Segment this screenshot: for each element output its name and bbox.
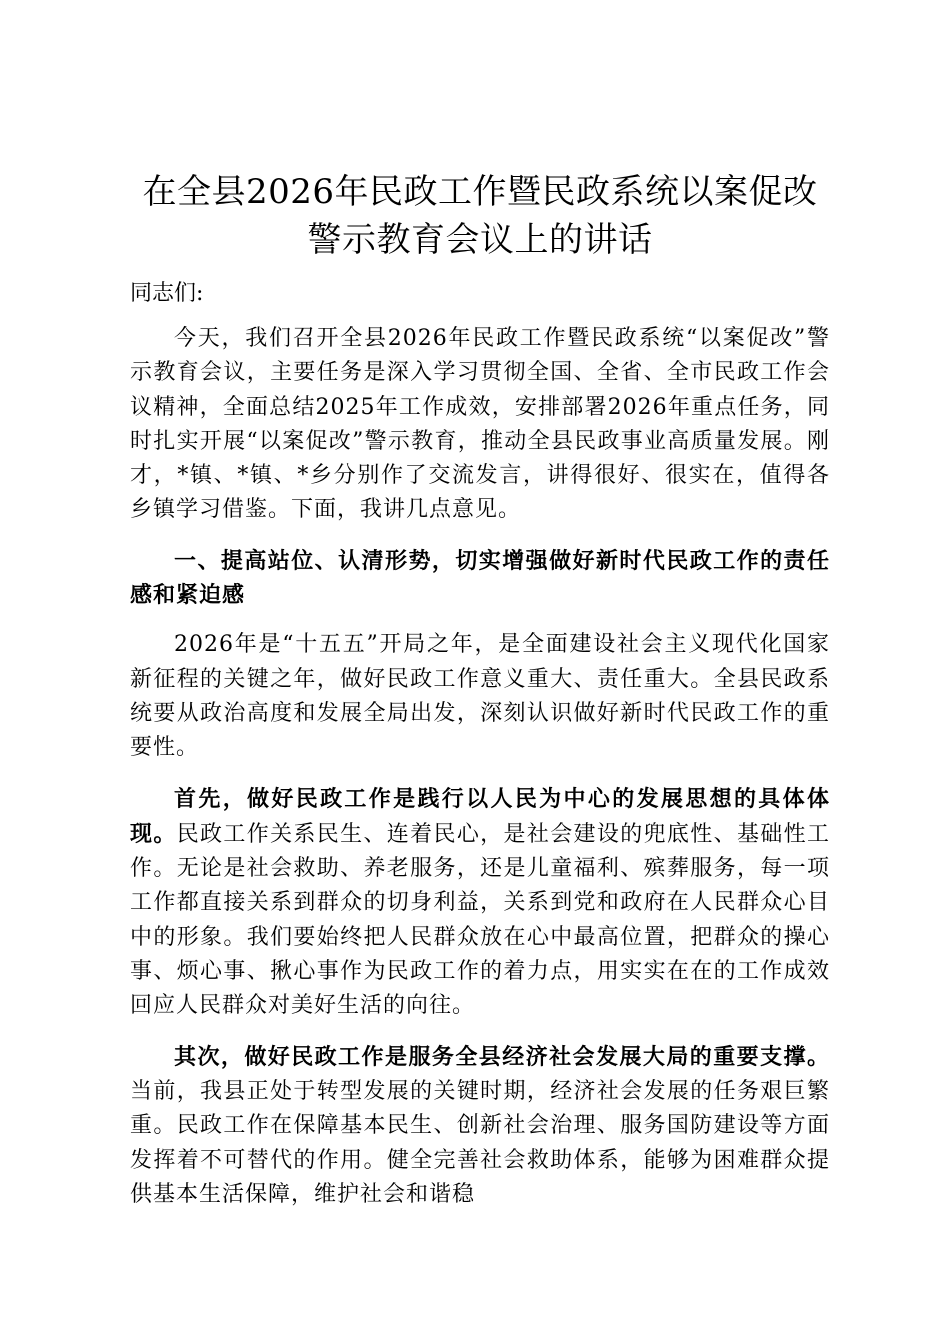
document-page: [130, 168, 830, 1228]
title-line-1: 在全县2026年民政工作暨民政系统以案促改: [142, 172, 818, 212]
point-2-body: 当前，我县正处于转型发展的关键时期，经济社会发展的任务艰巨繁重。民政工作在保障基本民生、创新社会治理、服务国防建设等方面发挥着不可替代的作用。健全完善社会救助体系，能够为困难群众提供基本生活保障，维护社会和谐稳: [130, 1078, 830, 1207]
intro-paragraph: 今天，我们召开全县2026年民政工作暨民政系统“以案促改”警示教育会议，主要任务是深入学习贯彻全国、全省、全市民政工作会议精神，全面总结2025年工作成效，安排部署2026年重点任务，同时扎实开展“以案促改”警示教育，推动全县民政事业高质量发展。刚才，*镇、*镇、*乡分别作了交流发言，讲得很好、很实在，值得各乡镇学习借鉴。下面，我讲几点意见。: [130, 326, 830, 523]
title-line-2: 警示教育会议上的讲话: [307, 220, 653, 260]
point-1-paragraph: [130, 782, 830, 1024]
point-1-lead: 首先，做好民政工作是践行以人民为中心的发展思想的具体体现。: [130, 785, 830, 847]
point-2-lead: 其次，做好民政工作是服务全县经济社会发展大局的重要支撑。: [174, 1043, 830, 1070]
section-1-heading: 一、提高站位、认清形势，切实增强做好新时代民政工作的责任感和紧迫感: [130, 547, 830, 609]
document-title: [110, 168, 850, 264]
point-1-body: 民政工作关系民生、连着民心，是社会建设的兜底性、基础性工作。无论是社会救助、养老服务，还是儿童福利、殡葬服务，每一项工作都直接关系到群众的切身利益，关系到党和政府在人民群众心目中的形象。我们要始终把人民群众放在心中最高位置，把群众的操心事、烦心事、揪心事作为民政工作的着力点，用实实在在的工作成效回应人民群众对美好生活的向往。: [130, 821, 830, 1019]
section-1-paragraph: 2026年是“十五五”开局之年，是全面建设社会主义现代化国家新征程的关键之年，做好民政工作意义重大、责任重大。全县民政系统要从政治高度和发展全局出发，深刻认识做好新时代民政工作的重要性。: [130, 632, 830, 761]
salutation: 同志们:: [130, 281, 204, 306]
point-2-paragraph: [130, 1040, 830, 1212]
